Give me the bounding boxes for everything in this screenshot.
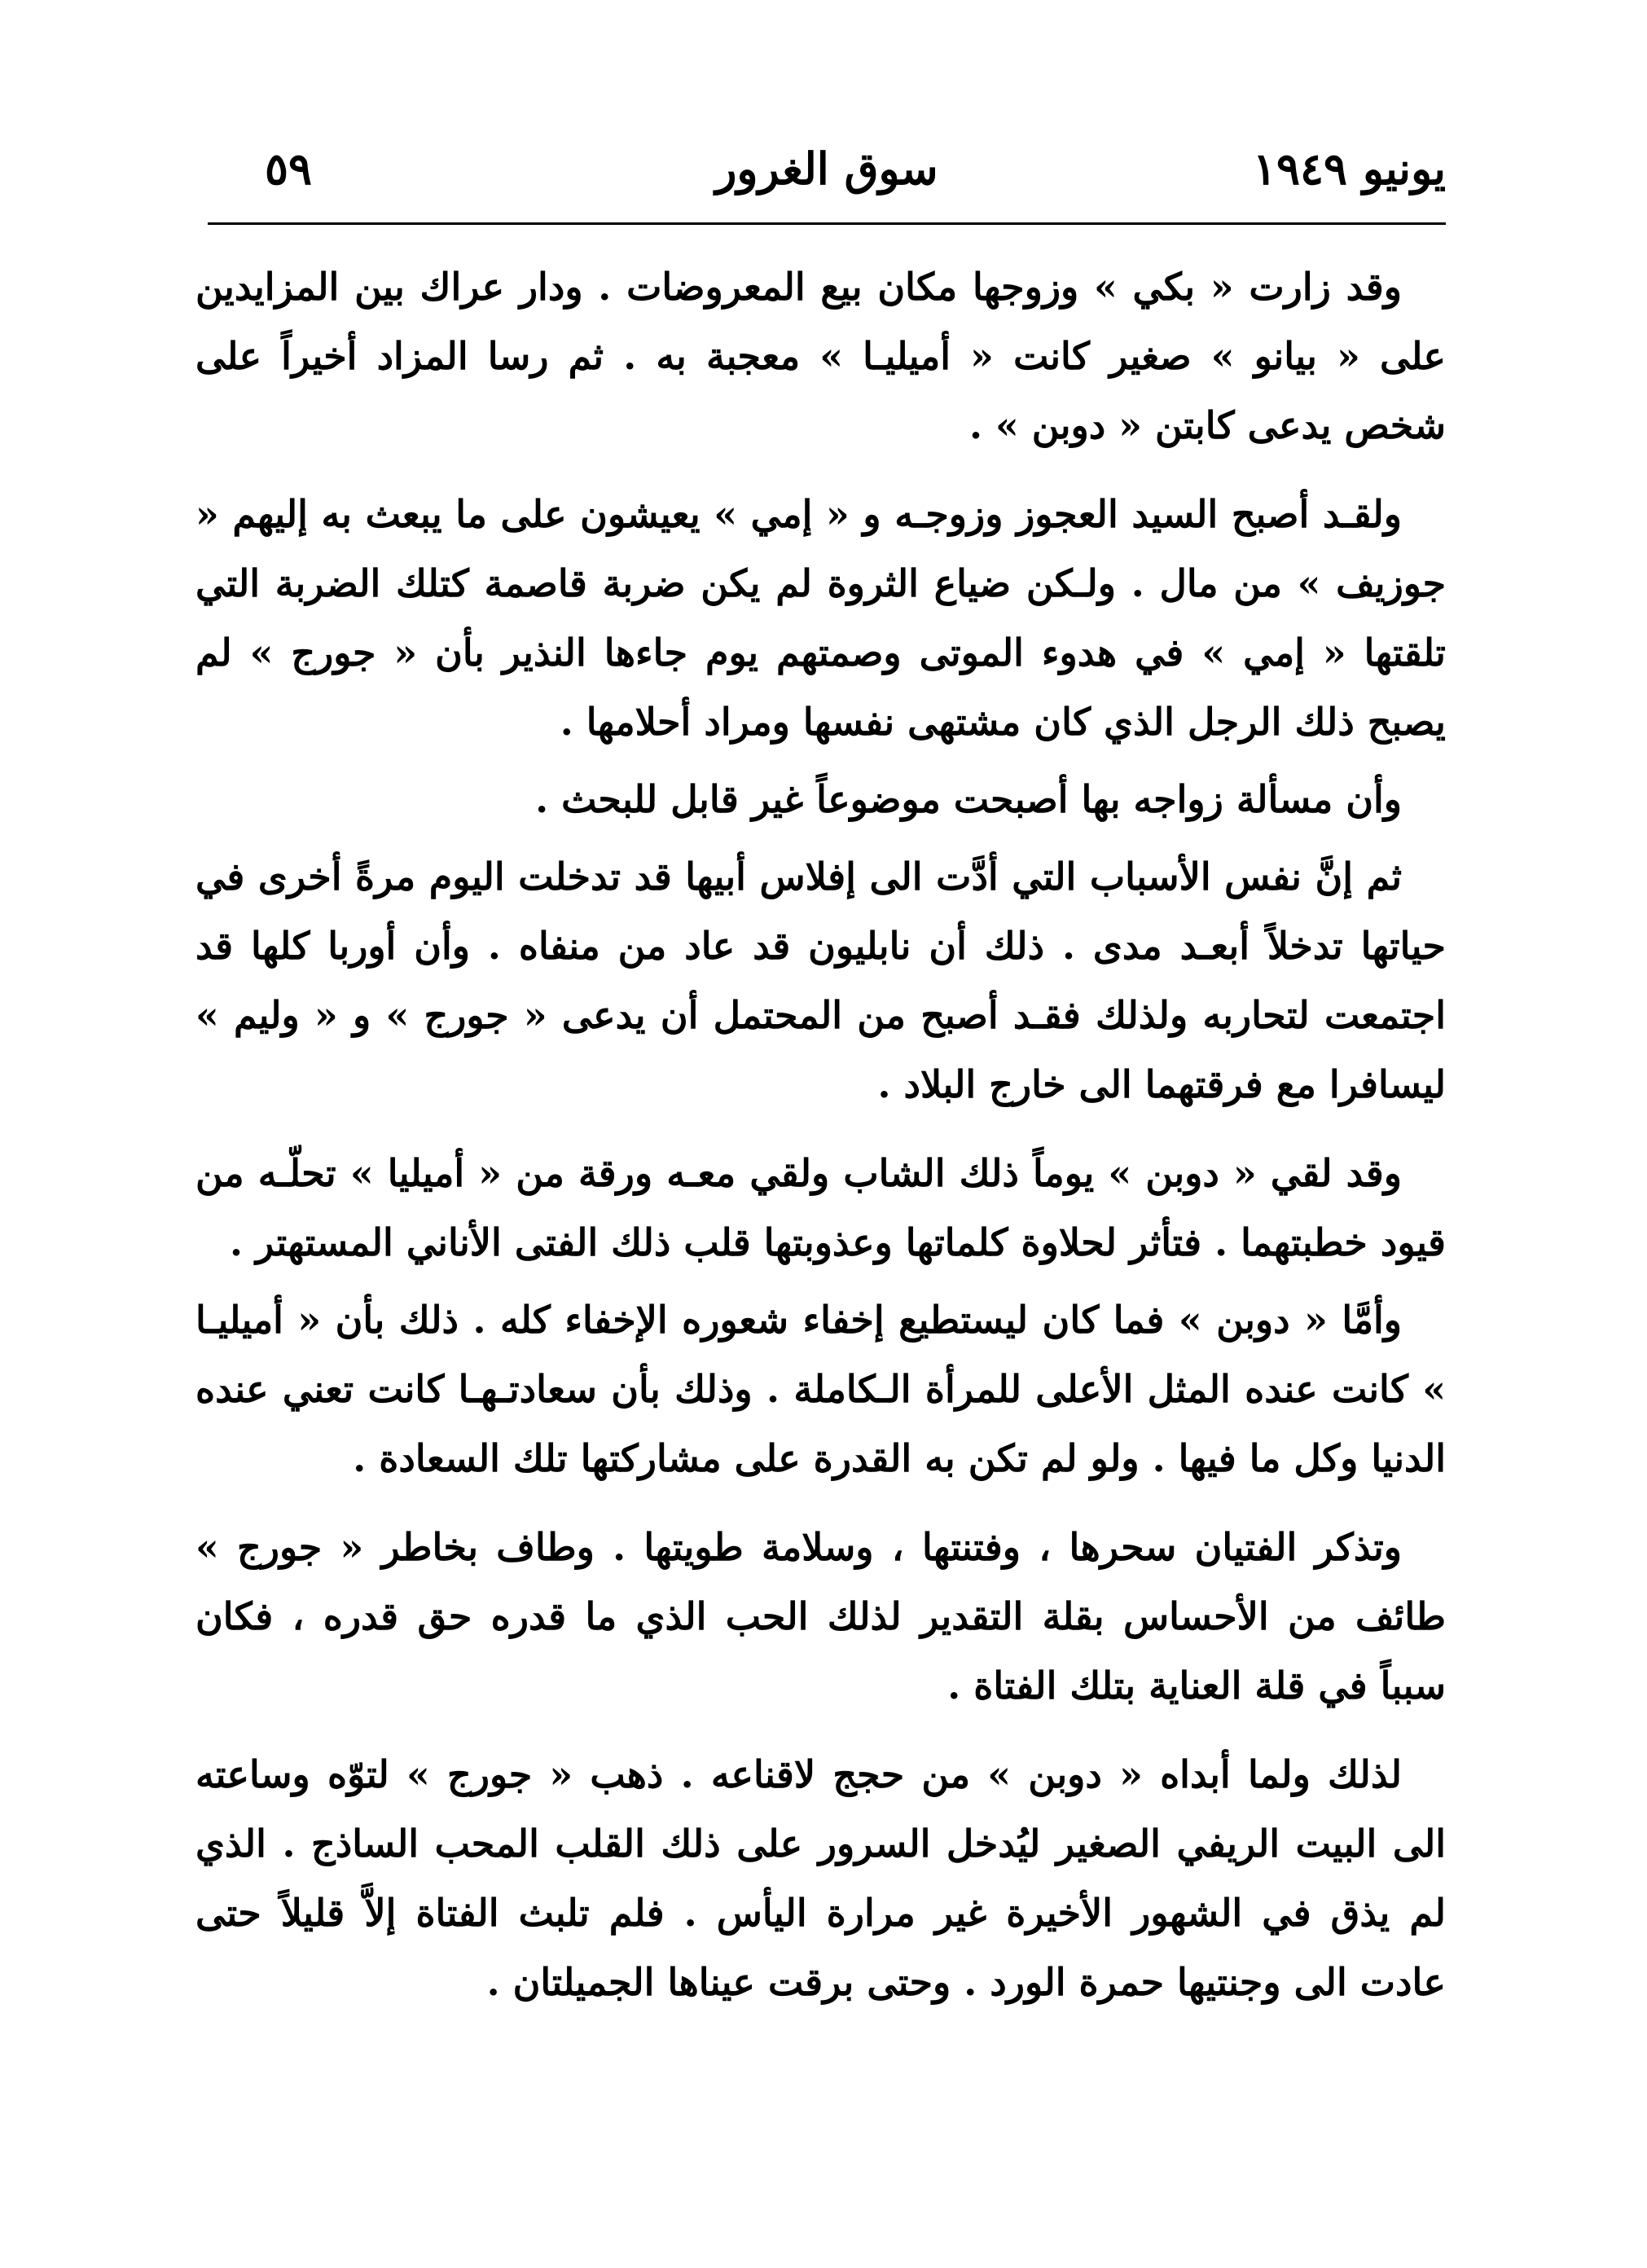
paragraph: لذلك ولما أبداه « دوبن » من حجج لاقناعه . ذهب « جورج » لتوّه وساعته الى البيت الريفي الصغير ليُدخل السرور على ذلك القلب المحب الساذج . الذي لم يذق في الشهور الأخيرة غير مرارة اليأس . فلم تلبث الفتاة إلاَّ قليلاً حتى عادت الى وجنتيها حمرة الورد . وحتى برقت عيناها الجميلتان . (195, 1752, 1446, 2004)
paragraph: وأن مسألة زواجه بها أصبحت موضوعاً غير قابل للبحث . (535, 777, 1402, 821)
paragraph: ولقـد أصبح السيد العجوز وزوجـه و « إمي » يعيشون على ما يبعث به إليهم « جوزيف » من مال . ولـكن ضياع الثروة لم يكن ضربة قاصمة كتلك الضربة التي تلقتها « إمي » في هدوء الموتى وصمتهم يوم جاءها النذير بأن « جورج » لم يصبح ذلك الرجل الذي كان مشتهى نفسها ومراد أحلامها . (195, 492, 1446, 744)
paragraph: وقد زارت « بكي » وزوجها مكان بيع المعروضات . ودار عراك بين المزايدين على « بيانو » صغير كانت « أميليـا » معجبة به . ثم رسا المزاد أخيراً على شخص يدعى كابتن « دوبن » . (195, 265, 1446, 447)
paragraph: وتذكر الفتيان سحرها ، وفتنتها ، وسلامة طويتها . وطاف بخاطر « جورج » طائف من الأحساس بقلة التقدير لذلك الحب الذي ما قدره حق قدره ، فكان سبباً في قلة العناية بتلك الفتاة . (195, 1525, 1446, 1708)
running-title: سوق الغرور (715, 143, 938, 195)
issue-date: يونيو ١٩٤٩ (1253, 143, 1446, 195)
page-number: ٥٩ (265, 143, 313, 195)
paragraph: وقد لقي « دوبن » يوماً ذلك الشاب ولقي معـه ورقة من « أميليا » تحلّـه من قيود خطبتهما . فتأثر لحلاوة كلماتها وعذوبتها قلب ذلك الفتى الأناني المستهتر . (195, 1151, 1446, 1264)
paragraph: وأمَّا « دوبن » فما كان ليستطيع إخفاء شعوره الإخفاء كله . ذلك بأن « أميليـا » كانت عنده المثل الأعلى للمرأة الـكاملة . وذلك بأن سعادتـهـا كانت تعني عنده الدنيا وكل ما فيها . ولو لم تكن به القدرة على مشاركتها تلك السعادة . (195, 1298, 1446, 1480)
paragraph: ثم إنَّ نفس الأسباب التي أدَّت الى إفلاس أبيها قد تدخلت اليوم مرةً أخرى في حياتها تدخلاً أبعـد مدى . ذلك أن نابليون قد عاد من منفاه . وأن أوربا كلها قد اجتمعت لتحاربه ولذلك فقـد أصبح من المحتمل أن يدعى « جورج » و « وليم » ليسافرا مع فرقتهما الى خارج البلاد . (195, 855, 1446, 1106)
body-text (195, 253, 1446, 2037)
header-rule (208, 222, 1446, 225)
page-header (208, 122, 1446, 212)
